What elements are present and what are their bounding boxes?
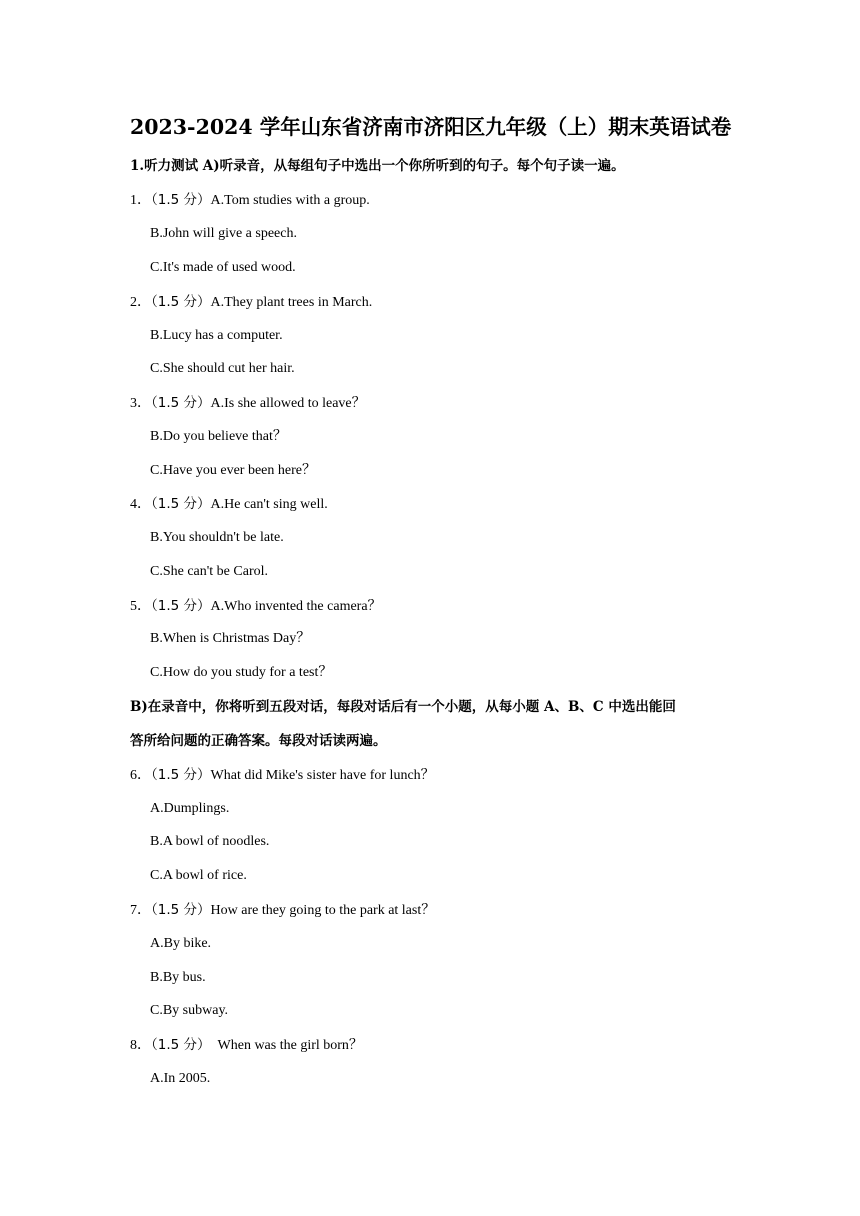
- option: C.How do you study for a test？: [150, 665, 333, 680]
- option: B.A bowl of noodles.: [150, 834, 270, 849]
- question-score: （1.5 分）: [151, 395, 211, 411]
- question-score: （1.5 分）: [151, 496, 211, 512]
- question-score: （1.5 分）: [151, 902, 211, 918]
- option: C.It's made of used wood.: [150, 260, 296, 275]
- option: B.By bus.: [150, 970, 206, 985]
- question-number: 3．: [130, 396, 151, 411]
- question-number: 8．: [130, 1038, 151, 1053]
- option: C.By subway.: [150, 1003, 229, 1018]
- question-5: [130, 596, 382, 617]
- question-number: 5．: [130, 599, 151, 614]
- question-score: （1.5 分）: [151, 598, 211, 614]
- question-number: 1．: [130, 193, 151, 208]
- question-score: （1.5 分）: [151, 767, 211, 783]
- page-title: 2023-2024 学年山东省济南市济阳区九年级（上）期末英语试卷: [130, 115, 732, 139]
- question-number: 4．: [130, 497, 151, 512]
- option: B.You shouldn't be late.: [150, 530, 284, 545]
- option: B.John will give a speech.: [150, 226, 297, 241]
- question-7: [130, 900, 435, 921]
- option: A.In 2005.: [150, 1071, 211, 1086]
- question-3: [130, 393, 366, 414]
- question-stem: A.They plant trees in March.: [210, 295, 373, 310]
- option: C.She can't be Carol.: [150, 564, 268, 579]
- option: B.When is Christmas Day？: [150, 631, 311, 646]
- option: C.A bowl of rice.: [150, 868, 247, 883]
- question-4: [130, 494, 328, 515]
- question-stem: What did Mike's sister have for lunch？: [210, 768, 435, 783]
- section-a-heading: 1.听力测试 A)听录音，从每组句子中选出一个你所听到的句子。每个句子读一遍。: [130, 158, 625, 174]
- option: A.By bike.: [150, 936, 212, 951]
- question-number: 2．: [130, 295, 151, 310]
- question-6: [130, 765, 435, 786]
- question-8: [130, 1035, 363, 1056]
- option: C.She should cut her hair.: [150, 361, 295, 376]
- question-2: [130, 292, 372, 313]
- option: C.Have you ever been here？: [150, 463, 316, 478]
- question-stem: A.He can't sing well.: [210, 497, 328, 512]
- question-score: （1.5 分）: [151, 1037, 211, 1053]
- question-score: （1.5 分）: [151, 192, 211, 208]
- option: A.Dumplings.: [150, 801, 230, 816]
- question-stem: When was the girl born？: [210, 1038, 363, 1053]
- option: B.Lucy has a computer.: [150, 328, 283, 343]
- question-stem: A.Is she allowed to leave？: [210, 396, 366, 411]
- option: B.Do you believe that？: [150, 429, 287, 444]
- question-stem: How are they going to the park at last？: [210, 903, 436, 918]
- question-number: 7．: [130, 903, 151, 918]
- section-b-heading-line1: B)在录音中，你将听到五段对话，每段对话后有一个小题，从每小题 A、B、C 中选出能回: [130, 699, 676, 715]
- question-stem: A.Tom studies with a group.: [210, 193, 370, 208]
- section-b-heading-line2: 答所给问题的正确答案。每段对话读两遍。: [130, 733, 387, 749]
- question-number: 6．: [130, 768, 151, 783]
- question-1: [130, 190, 370, 211]
- question-stem: A.Who invented the camera？: [210, 599, 382, 614]
- question-score: （1.5 分）: [151, 294, 211, 310]
